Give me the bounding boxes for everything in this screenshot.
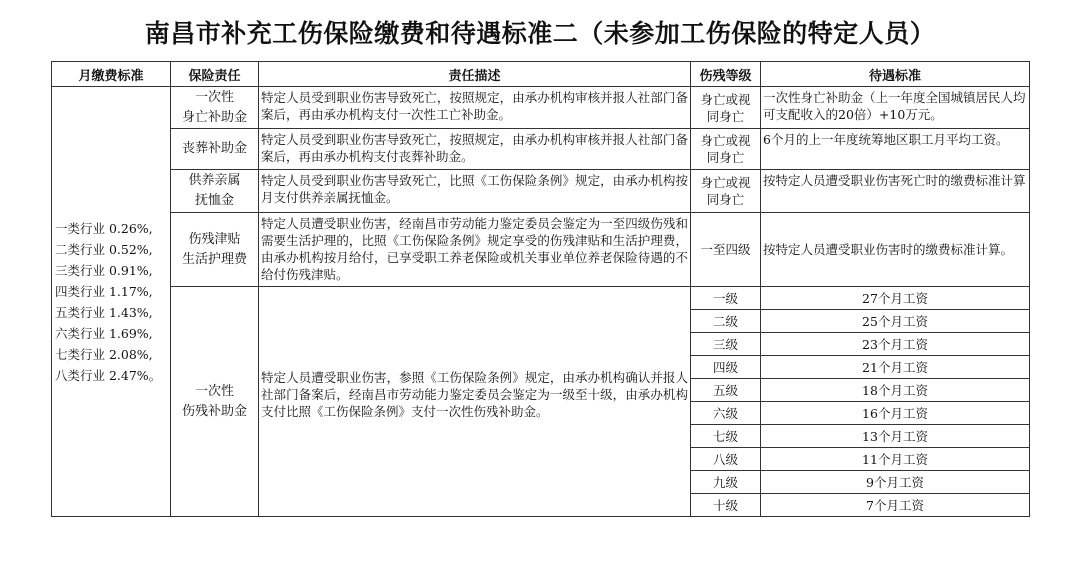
header-description: 责任描述: [259, 62, 691, 87]
level-cell: [691, 129, 761, 170]
header-monthly-rate: 月缴费标准: [52, 62, 171, 87]
grade-benefit-cell: 18个月工资: [761, 379, 1030, 402]
description-cell: 特定人员遭受职业伤害，参照《工伤保险条例》规定，由承办机构确认并报人社部门备案后，经南昌市劳动能力鉴定委员会鉴定为一级至十级，由承办机构支付比照《工伤保险条例》支付一次性伤残补助金。: [259, 287, 691, 517]
page-title: 南昌市补充工伤保险缴费和待遇标准二（未参加工伤保险的特定人员）: [144, 19, 936, 48]
grade-benefit-cell: 9个月工资: [761, 471, 1030, 494]
description-cell: 特定人员受到职业伤害导致死亡，按照规定，由承办机构审核并报人社部门备案后，再由承办机构支付丧葬补助金。: [259, 129, 691, 170]
monthly-rate-cell: [52, 87, 171, 517]
benefit-cell: 按特定人员遭受职业伤害死亡时的缴费标准计算: [761, 170, 1030, 213]
responsibility-line: 生活护理费: [181, 251, 247, 267]
grade-benefit-cell: 7个月工资: [761, 494, 1030, 517]
table-row-funeral-subsidy: [52, 129, 1030, 170]
benefit-cell: 按特定人员遭受职业伤害时的缴费标准计算。: [761, 213, 1030, 287]
level-line: 身亡或视: [700, 175, 751, 190]
header-responsibility: 保险责任: [171, 62, 259, 87]
table-row-death-subsidy: [52, 87, 1030, 129]
rate-item: 八类行业 2.47%。: [55, 367, 162, 383]
responsibility-line: 伤残补助金: [181, 403, 247, 419]
level-line: 身亡或视: [700, 91, 751, 107]
rate-item: 二类行业 0.52%,: [55, 241, 153, 257]
responsibility-line: 丧葬补助金: [181, 141, 247, 156]
grade-benefit-cell: 11个月工资: [761, 448, 1030, 471]
rate-item: 五类行业 1.43%,: [55, 304, 153, 320]
table-row-grade: [52, 287, 1030, 310]
level-line: 同身亡: [706, 192, 745, 207]
grade-level-cell: 七级: [691, 425, 761, 448]
grade-level-cell: 一级: [691, 287, 761, 310]
grade-benefit-cell: 13个月工资: [761, 425, 1030, 448]
rate-item: 七类行业 2.08%,: [55, 346, 153, 362]
responsibility-line: 一次性: [194, 89, 234, 105]
rate-item: 六类行业 1.69%,: [55, 325, 153, 341]
grade-level-cell: 五级: [691, 379, 761, 402]
responsibility-line: 抚恤金: [194, 193, 234, 208]
level-cell: [691, 170, 761, 213]
table-header-row: [52, 62, 1030, 87]
level-line: 一至四级: [700, 242, 751, 257]
grade-level-cell: 十级: [691, 494, 761, 517]
header-disability-level: 伤残等级: [691, 62, 761, 87]
description-cell: 特定人员受到职业伤害导致死亡，比照《工伤保险条例》规定，由承办机构按月支付供养亲属抚恤金。: [259, 170, 691, 213]
responsibility-cell: [171, 213, 259, 287]
grade-level-cell: 三级: [691, 333, 761, 356]
grade-level-cell: 四级: [691, 356, 761, 379]
responsibility-line: 一次性: [194, 383, 234, 399]
table-row-disability-allowance: [52, 213, 1030, 287]
benefit-cell: 6个月的上一年度统筹地区职工月平均工资。: [761, 129, 1030, 170]
grade-level-cell: 九级: [691, 471, 761, 494]
grade-benefit-cell: 16个月工资: [761, 402, 1030, 425]
responsibility-cell: [171, 87, 259, 129]
responsibility-line: 身亡补助金: [181, 109, 247, 125]
level-line: 身亡或视: [700, 133, 751, 148]
description-cell: 特定人员遭受职业伤害，经南昌市劳动能力鉴定委员会鉴定为一至四级伤残和需要生活护理的，比照《工伤保险条例》规定享受的伤残津贴和生活护理费，由承办机构按月给付，已享受职工养老保险或机关事业单位养老保险待遇的不给付伤残津贴。: [259, 213, 691, 287]
insurance-standards-table: [51, 61, 1030, 517]
description-cell: 特定人员受到职业伤害导致死亡，按照规定，由承办机构审核并报人社部门备案后，再由承办机构支付一次性工亡补助金。: [259, 87, 691, 129]
level-cell: [691, 213, 761, 287]
level-line: 同身亡: [706, 108, 745, 124]
grade-benefit-cell: 23个月工资: [761, 333, 1030, 356]
level-line: 同身亡: [706, 150, 745, 165]
grade-level-cell: 二级: [691, 310, 761, 333]
responsibility-cell: [171, 129, 259, 170]
grade-benefit-cell: 25个月工资: [761, 310, 1030, 333]
benefit-cell: 一次性身亡补助金（上一年度全国城镇居民人均可支配收入的20倍）+10万元。: [761, 87, 1030, 129]
responsibility-line: 伤残津贴: [188, 231, 241, 247]
responsibility-line: 供养亲属: [188, 173, 241, 188]
grade-level-cell: 八级: [691, 448, 761, 471]
responsibility-cell: [171, 287, 259, 517]
rate-item: 一类行业 0.26%,: [55, 220, 153, 236]
rate-item: 四类行业 1.17%,: [55, 283, 153, 299]
grade-benefit-cell: 27个月工资: [761, 287, 1030, 310]
responsibility-cell: [171, 170, 259, 213]
rate-item: 三类行业 0.91%,: [55, 262, 153, 278]
grade-level-cell: 六级: [691, 402, 761, 425]
table-row-dependent-pension: [52, 170, 1030, 213]
header-benefit-standard: 待遇标准: [761, 62, 1030, 87]
grade-benefit-cell: 21个月工资: [761, 356, 1030, 379]
level-cell: [691, 87, 761, 129]
